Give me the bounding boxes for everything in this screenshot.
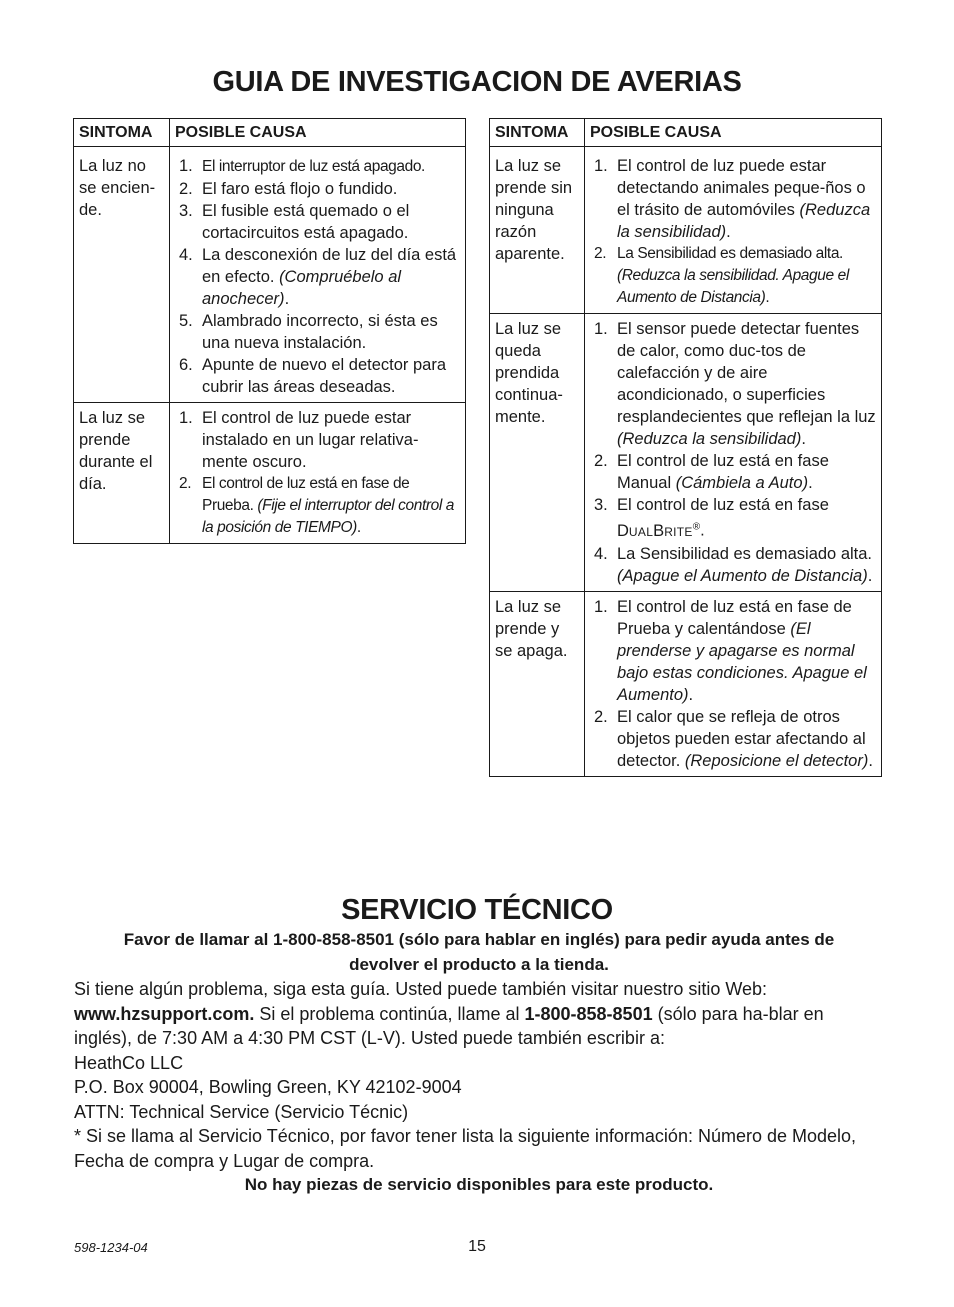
cause-cell	[585, 151, 882, 314]
cause-item: 2. La Sensibilidad es demasiado alta. (Reduzca la sensibilidad. Apague el Aumento de Distancia).	[594, 245, 849, 306]
document-code: 598-1234-04	[74, 1240, 148, 1255]
cause-item: 2. El control de luz está en fase de Prueba. (Fije el interruptor del control a la posición de TIEMPO).	[179, 475, 455, 536]
symptom-cell: La luz se prende durante el día.	[74, 403, 170, 544]
address-line: P.O. Box 90004, Bowling Green, KY 42102-9004	[74, 1077, 462, 1097]
symptom-cell: La luz se prende y se apaga.	[490, 591, 585, 776]
cause-cell	[170, 403, 466, 544]
cause-item: 3. El fusible está quemado o el cortacircuitos está apagado.	[179, 202, 410, 242]
cause-item: 1. El control de luz puede estar instalado en un lugar relativa-mente oscuro.	[179, 409, 419, 471]
service-paragraph: Si tiene algún problema, siga esta guía. Usted puede también visitar nuestro sitio Web: www.hzsupport.com. Si el problema continúa, llame al 1-800-858-8501 (sólo para ha-blar en inglés), de 7:30 AM a 4:30 PM CST (L-V). Usted puede también escribir a:	[74, 979, 824, 1048]
dualbrite-brand: DUALBRITE®	[617, 521, 701, 540]
header-symptom: SINTOMA	[490, 119, 585, 147]
address-line: HeathCo LLC	[74, 1052, 184, 1073]
call-notice: Favor de llamar al 1-800-858-8501 (sólo para hablar en inglés) para pedir ayuda antes de devolver el producto a la tienda.	[123, 930, 835, 974]
table-row	[490, 591, 882, 776]
service-section	[74, 928, 884, 1198]
website-link[interactable]: www.hzsupport.com.	[74, 1003, 255, 1024]
info-note: * Si se llama al Servicio Técnico, por favor tener lista la siguiente información: Número de Modelo, Fecha de compra y Lugar de compra.	[74, 1126, 857, 1171]
troubleshooting-table-right	[489, 118, 882, 777]
table-row	[74, 403, 466, 544]
cause-item: 4. La desconexión de luz del día está en efecto. (Compruébelo al anochecer).	[179, 246, 457, 308]
cause-item: 1. El control de luz está en fase de Prueba y calentándose (El prenderse y apagarse es normal bajo estas condiciones. Apague el Aumento).	[594, 597, 867, 704]
cause-cell	[170, 151, 466, 403]
cause-cell	[585, 591, 882, 776]
phone-number: 1-800-858-8501	[524, 1003, 653, 1024]
header-cause: POSIBLE CAUSA	[585, 119, 882, 147]
service-title: SERVICIO TÉCNICO	[341, 894, 613, 926]
cause-item: 4. La Sensibilidad es demasiado alta. (Apague el Aumento de Distancia).	[594, 544, 873, 585]
table-row	[490, 151, 882, 314]
table-row	[74, 151, 466, 403]
page-title: GUIA DE INVESTIGACION DE AVERIAS	[212, 66, 742, 98]
symptom-cell: La luz no se encien-de.	[74, 151, 170, 403]
cause-item: 2. El control de luz está en fase Manual (Cámbiela a Auto).	[594, 452, 829, 492]
symptom-cell: La luz se queda prendida continua-mente.	[490, 314, 585, 592]
cause-item: 3. El control de luz está en fase DUALBRITE®.	[594, 496, 829, 540]
symptom-cell: La luz se prende sin ninguna razón aparente.	[490, 151, 585, 314]
troubleshooting-table-left	[73, 118, 466, 544]
cause-item: 6. Apunte de nuevo el detector para cubrir las áreas deseadas.	[179, 356, 447, 396]
no-parts-notice: No hay piezas de servicio disponibles para este producto.	[244, 1175, 714, 1194]
page-number: 15	[468, 1238, 486, 1255]
table-row	[490, 314, 882, 592]
cause-item: 2. El calor que se refleja de otros objetos pueden estar afectando al detector. (Reposicione el detector).	[594, 707, 873, 770]
cause-item: 1. El control de luz puede estar detectando animales peque-ños o el trásito de automóviles (Reduzca la sensibilidad).	[594, 157, 871, 241]
address-line: ATTN: Technical Service (Servicio Técnic)	[74, 1101, 409, 1122]
header-symptom: SINTOMA	[74, 119, 170, 147]
cause-item: 1. El sensor puede detectar fuentes de calor, como duc-tos de calefacción y de aire acondicionado, o superficies resplandecientes que reflejan la luz (Reduzca la sensibilidad).	[594, 320, 876, 448]
cause-cell	[585, 314, 882, 592]
cause-item: 1. El interruptor de luz está apagado.	[179, 157, 425, 175]
header-cause: POSIBLE CAUSA	[170, 119, 466, 147]
cause-item: 5. Alambrado incorrecto, si ésta es una nueva instalación.	[179, 312, 438, 352]
cause-item: 2. El faro está flojo o fundido.	[179, 180, 398, 198]
